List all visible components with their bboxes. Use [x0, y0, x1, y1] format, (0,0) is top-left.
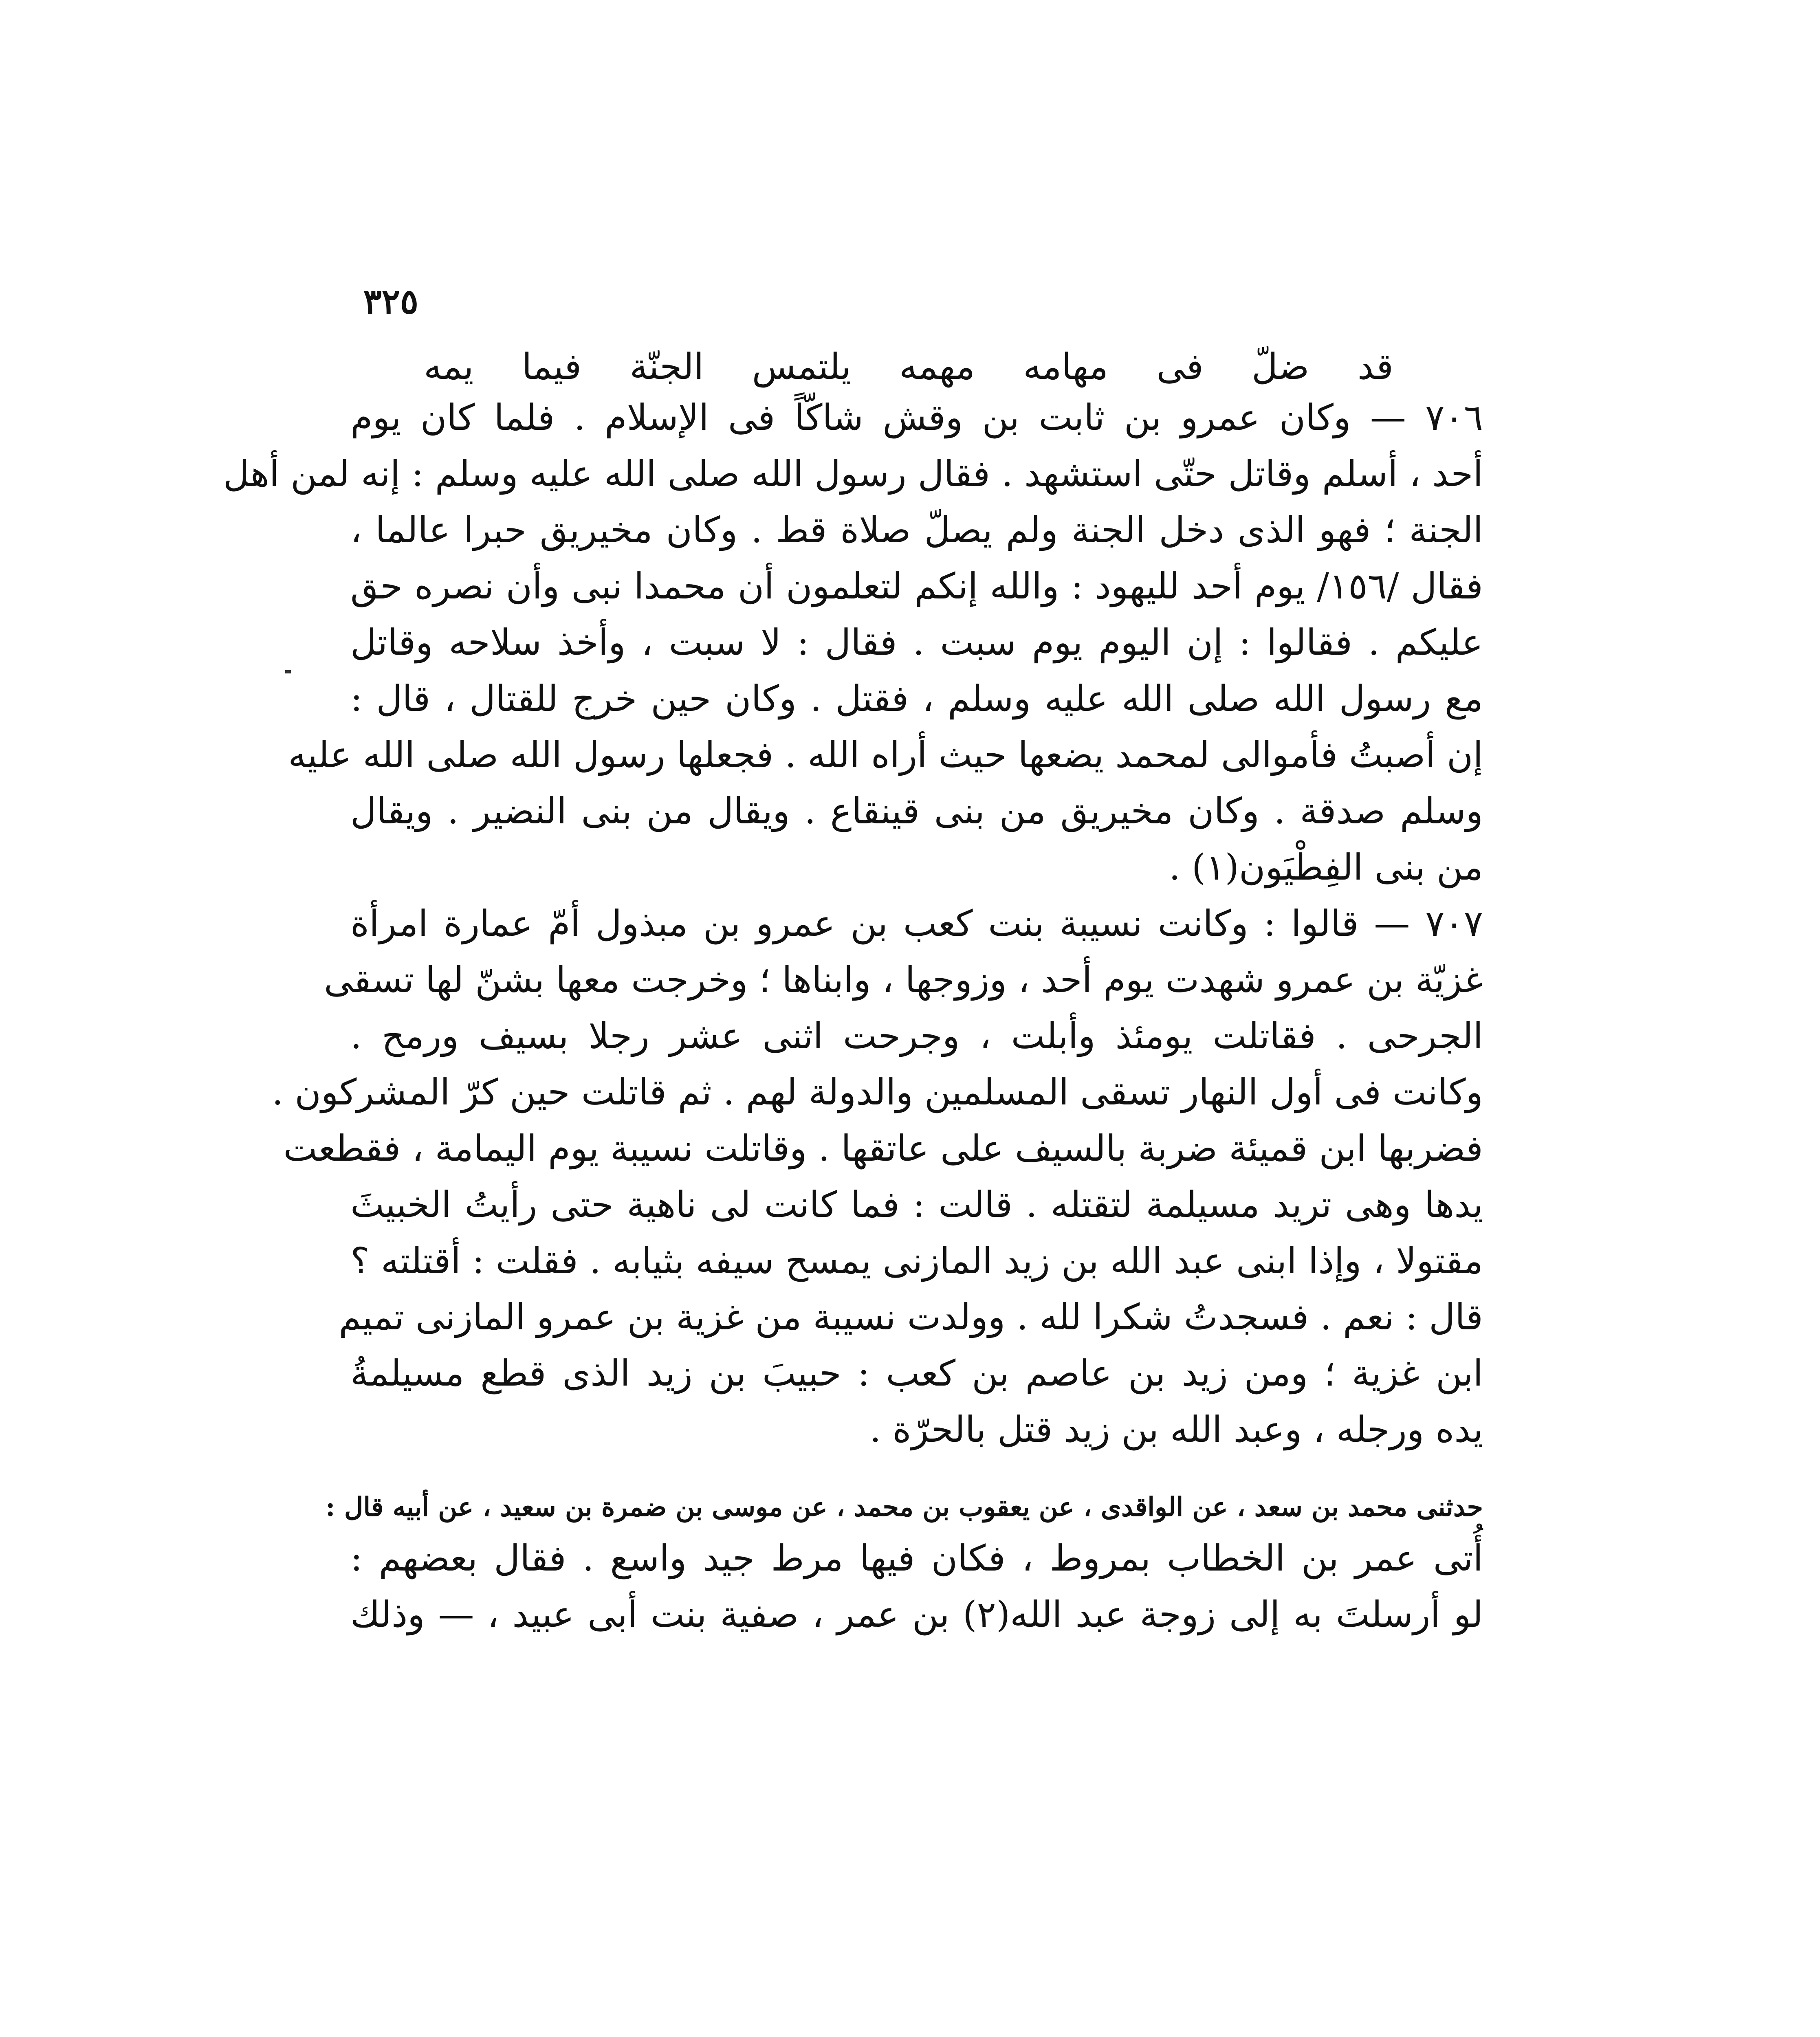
- paragraph-706-line: أحد ، أسلم وقاتل حتّى استشهد . فقال رسول الله صلى الله عليه وسلم : إنه لمن أهل: [223, 453, 1483, 495]
- verse-line: قد ضلّ فى مهامه مهمه يلتمس الجنّة فيما يمه: [424, 345, 1393, 387]
- paragraph-707-line: فضربها ابن قميئة ضربة بالسيف على عاتقها . وقاتلت نسيبة يوم اليمامة ، فقطعت: [283, 1127, 1483, 1169]
- paragraph-707-line: يده ورجله ، وعبد الله بن زيد قتل بالحرّة .: [869, 1408, 1483, 1450]
- paragraph-706-line: من بنى الفِطْيَون(١) .: [1169, 846, 1483, 888]
- paragraph-706-line: الجنة ؛ فهو الذى دخل الجنة ولم يصلّ صلاة قط . وكان مخيريق حبرا عالما ،: [350, 509, 1483, 551]
- paragraph-706-line: مع رسول الله صلى الله عليه وسلم ، فقتل . وكان حين خرج للقتال ، قال :: [350, 678, 1483, 719]
- page-number: ٣٢٥: [363, 281, 418, 321]
- paragraph-707-line: مقتولا ، وإذا ابنى عبد الله بن زيد المازنى يمسح سيفه بثيابه . فقلت : أقتلته ؟: [350, 1240, 1483, 1282]
- paragraph-707-line: غزيّة بن عمرو شهدت يوم أحد ، وزوجها ، وابناها ؛ وخرجت معها بشنّ لها تسقى: [324, 959, 1483, 1001]
- paragraph-707-line: ٧٠٧ — قالوا : وكانت نسيبة بنت كعب بن عمرو بن مبذول أمّ عمارة امرأة: [350, 902, 1483, 944]
- paragraph-3-line: أُتى عمر بن الخطاب بمروط ، فكان فيها مرط جيد واسع . فقال بعضهم :: [350, 1537, 1483, 1579]
- paragraph-706-line: عليكم . فقالوا : إن اليوم يوم سبت . فقال : لا سبت ، وأخذ سلاحه وقاتل: [350, 621, 1483, 663]
- paragraph-3-line: لو أرسلتَ به إلى زوجة عبد الله(٢) بن عمر ، صفية بنت أبى عبيد ، — وذلك: [350, 1593, 1483, 1635]
- paragraph-706-line: إن أصبتُ فأموالى لمحمد يضعها حيث أراه الله . فجعلها رسول الله صلى الله عليه: [288, 734, 1483, 776]
- paragraph-707-line: قال : نعم . فسجدتُ شكرا لله . وولدت نسيبة من غزية بن عمرو المازنى تميم: [339, 1296, 1483, 1338]
- margin-speck: [285, 670, 291, 673]
- paragraph-707-line: وكانت فى أول النهار تسقى المسلمين والدولة لهم . ثم قاتلت حين كرّ المشركون .: [272, 1071, 1483, 1113]
- paragraph-706-line: فقال /١٥٦/ يوم أحد لليهود : والله إنكم لتعلمون أن محمدا نبى وأن نصره حق: [350, 565, 1483, 607]
- paragraph-706-line: وسلم صدقة . وكان مخيريق من بنى قينقاع . ويقال من بنى النضير . ويقال: [350, 790, 1483, 832]
- paragraph-706-line: ٧٠٦ — وكان عمرو بن ثابت بن وقش شاكّاً فى الإسلام . فلما كان يوم: [350, 396, 1483, 438]
- paragraph-707-line: الجرحى . فقاتلت يومئذ وأبلت ، وجرحت اثنى عشر رجلا بسيف ورمح .: [350, 1015, 1483, 1057]
- paragraph-707-line: يدها وهى تريد مسيلمة لتقتله . قالت : فما كانت لى ناهية حتى رأيتُ الخبيثَ: [350, 1183, 1483, 1225]
- paragraph-707-line: ابن غزية ؛ ومن زيد بن عاصم بن كعب : حبيبَ بن زيد الذى قطع مسيلمةُ: [350, 1352, 1483, 1394]
- isnad-line: حدثنى محمد بن سعد ، عن الواقدى ، عن يعقوب بن محمد ، عن موسى بن ضمرة بن سعيد ، عن أبيه قال :: [325, 1492, 1483, 1522]
